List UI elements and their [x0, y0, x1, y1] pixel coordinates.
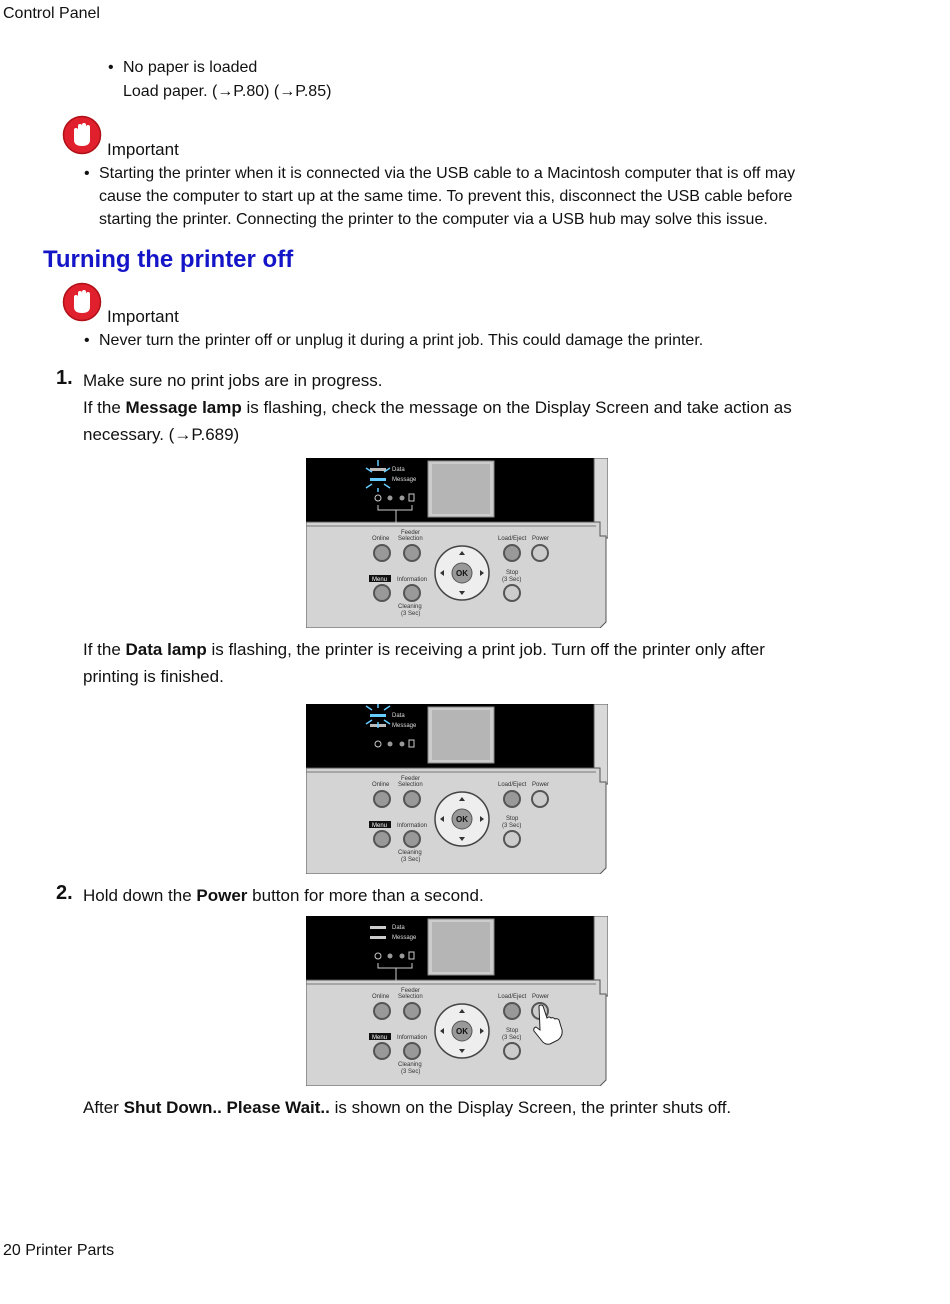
control-panel-svg	[306, 458, 608, 628]
feeder-label: Feeder	[401, 776, 421, 782]
important-line-3: starting the printer. Connecting the printer to the computer via a USB hub may solve this issue.	[99, 211, 768, 228]
menu-label: Menu	[372, 577, 388, 583]
power-label: Power	[532, 994, 550, 1000]
important-warning-text	[99, 331, 703, 351]
stop-label: Stop	[506, 816, 519, 822]
load-eject-label: Load/Eject	[498, 536, 527, 542]
message-lamp-line-2: necessary. (→P.689)	[83, 425, 240, 444]
message-lamp-label: Message	[392, 935, 417, 941]
step-number: 2.	[56, 882, 73, 904]
power-label: Power	[532, 782, 550, 788]
message-lamp-line	[83, 394, 883, 421]
important-text-block	[99, 164, 859, 230]
data-lamp-text	[83, 636, 883, 690]
cleaning-time-label: (3 Sec)	[401, 611, 421, 617]
cleaning-time-label: (3 Sec)	[401, 857, 421, 863]
stop-label: Stop	[506, 1028, 519, 1034]
selection-label: Selection	[398, 994, 423, 1000]
ok-button-label: OK	[456, 815, 468, 824]
data-lamp-label: Data	[392, 467, 405, 473]
important-warning-line: • Never turn the printer off or unplug it during a print job. This could damage the printer.	[99, 331, 703, 351]
cleaning-label: Cleaning	[398, 1062, 422, 1068]
power-label: Power	[532, 536, 550, 542]
data-lamp-label: Data	[392, 713, 405, 719]
stop-time-label: (3 Sec)	[502, 823, 522, 829]
control-panel-illustration-message	[306, 458, 608, 628]
important-hand-icon	[62, 282, 102, 322]
data-lamp-line-2: printing is finished.	[83, 667, 224, 686]
ok-button-label: OK	[456, 1027, 468, 1036]
section-title: Turning the printer off	[43, 246, 294, 273]
text-span: After	[83, 1098, 124, 1117]
power-term: Power	[196, 886, 248, 905]
data-lamp-term: Data lamp	[125, 640, 207, 659]
important-label: Important	[107, 140, 179, 159]
cleaning-label: Cleaning	[398, 604, 422, 610]
control-panel-illustration-power	[306, 916, 608, 1086]
message-lamp-label: Message	[392, 477, 417, 483]
load-eject-label: Load/Eject	[498, 782, 527, 788]
important-line-2: cause the computer to start up at the same time. To prevent this, disconnect the USB cable before	[99, 188, 793, 205]
message-lamp-label: Message	[392, 723, 417, 729]
data-lamp-label: Data	[392, 925, 405, 931]
stop-time-label: (3 Sec)	[502, 1035, 522, 1041]
online-label: Online	[372, 994, 390, 1000]
online-label: Online	[372, 536, 390, 542]
control-panel-svg	[306, 916, 608, 1086]
text-span: button for more than a second.	[247, 886, 484, 905]
control-panel-svg	[306, 704, 608, 874]
page-footer: 20 Printer Parts	[3, 1242, 115, 1259]
text-span: If the	[83, 640, 126, 659]
text-span: is shown on the Display Screen, the printer shuts off.	[329, 1098, 732, 1117]
step1-instruction: Make sure no print jobs are in progress.	[83, 371, 383, 390]
cleaning-time-label: (3 Sec)	[401, 1069, 421, 1075]
shutdown-text	[83, 1094, 731, 1121]
shutdown-message-term: Shut Down.. Please Wait..	[123, 1098, 330, 1117]
no-paper-bullet: • No paper is loaded	[123, 58, 331, 78]
stop-time-label: (3 Sec)	[502, 577, 522, 583]
text-span: is flashing, check the message on the Display Screen and take action as	[241, 398, 792, 417]
selection-label: Selection	[398, 782, 423, 788]
feeder-label: Feeder	[401, 530, 421, 536]
control-panel-illustration-data	[306, 704, 608, 874]
load-eject-label: Load/Eject	[498, 994, 527, 1000]
text-span: Hold down the	[83, 886, 197, 905]
page-header: Control Panel	[3, 5, 100, 22]
important-label: Important	[107, 307, 179, 326]
important-line-1: • Starting the printer when it is connected via the USB cable to a Macintosh computer that is off may	[99, 164, 859, 184]
selection-label: Selection	[398, 536, 423, 542]
text-span: is flashing, the printer is receiving a print job. Turn off the printer only after	[206, 640, 765, 659]
menu-label: Menu	[372, 1035, 388, 1041]
no-paper-block	[123, 58, 331, 102]
cleaning-label: Cleaning	[398, 850, 422, 856]
information-label: Information	[397, 823, 428, 829]
data-lamp-line	[83, 636, 883, 663]
stop-label: Stop	[506, 570, 519, 576]
no-paper-action: Load paper. (→P.80) (→P.85)	[123, 83, 332, 100]
message-lamp-term: Message lamp	[125, 398, 242, 417]
important-hand-icon	[62, 115, 102, 155]
text-span: If the	[83, 398, 126, 417]
step-number: 1.	[56, 367, 73, 389]
step1-text	[83, 367, 883, 448]
information-label: Information	[397, 1035, 428, 1041]
information-label: Information	[397, 577, 428, 583]
online-label: Online	[372, 782, 390, 788]
menu-label: Menu	[372, 823, 388, 829]
feeder-label: Feeder	[401, 988, 421, 994]
ok-button-label: OK	[456, 569, 468, 578]
step2-instruction	[83, 882, 484, 909]
